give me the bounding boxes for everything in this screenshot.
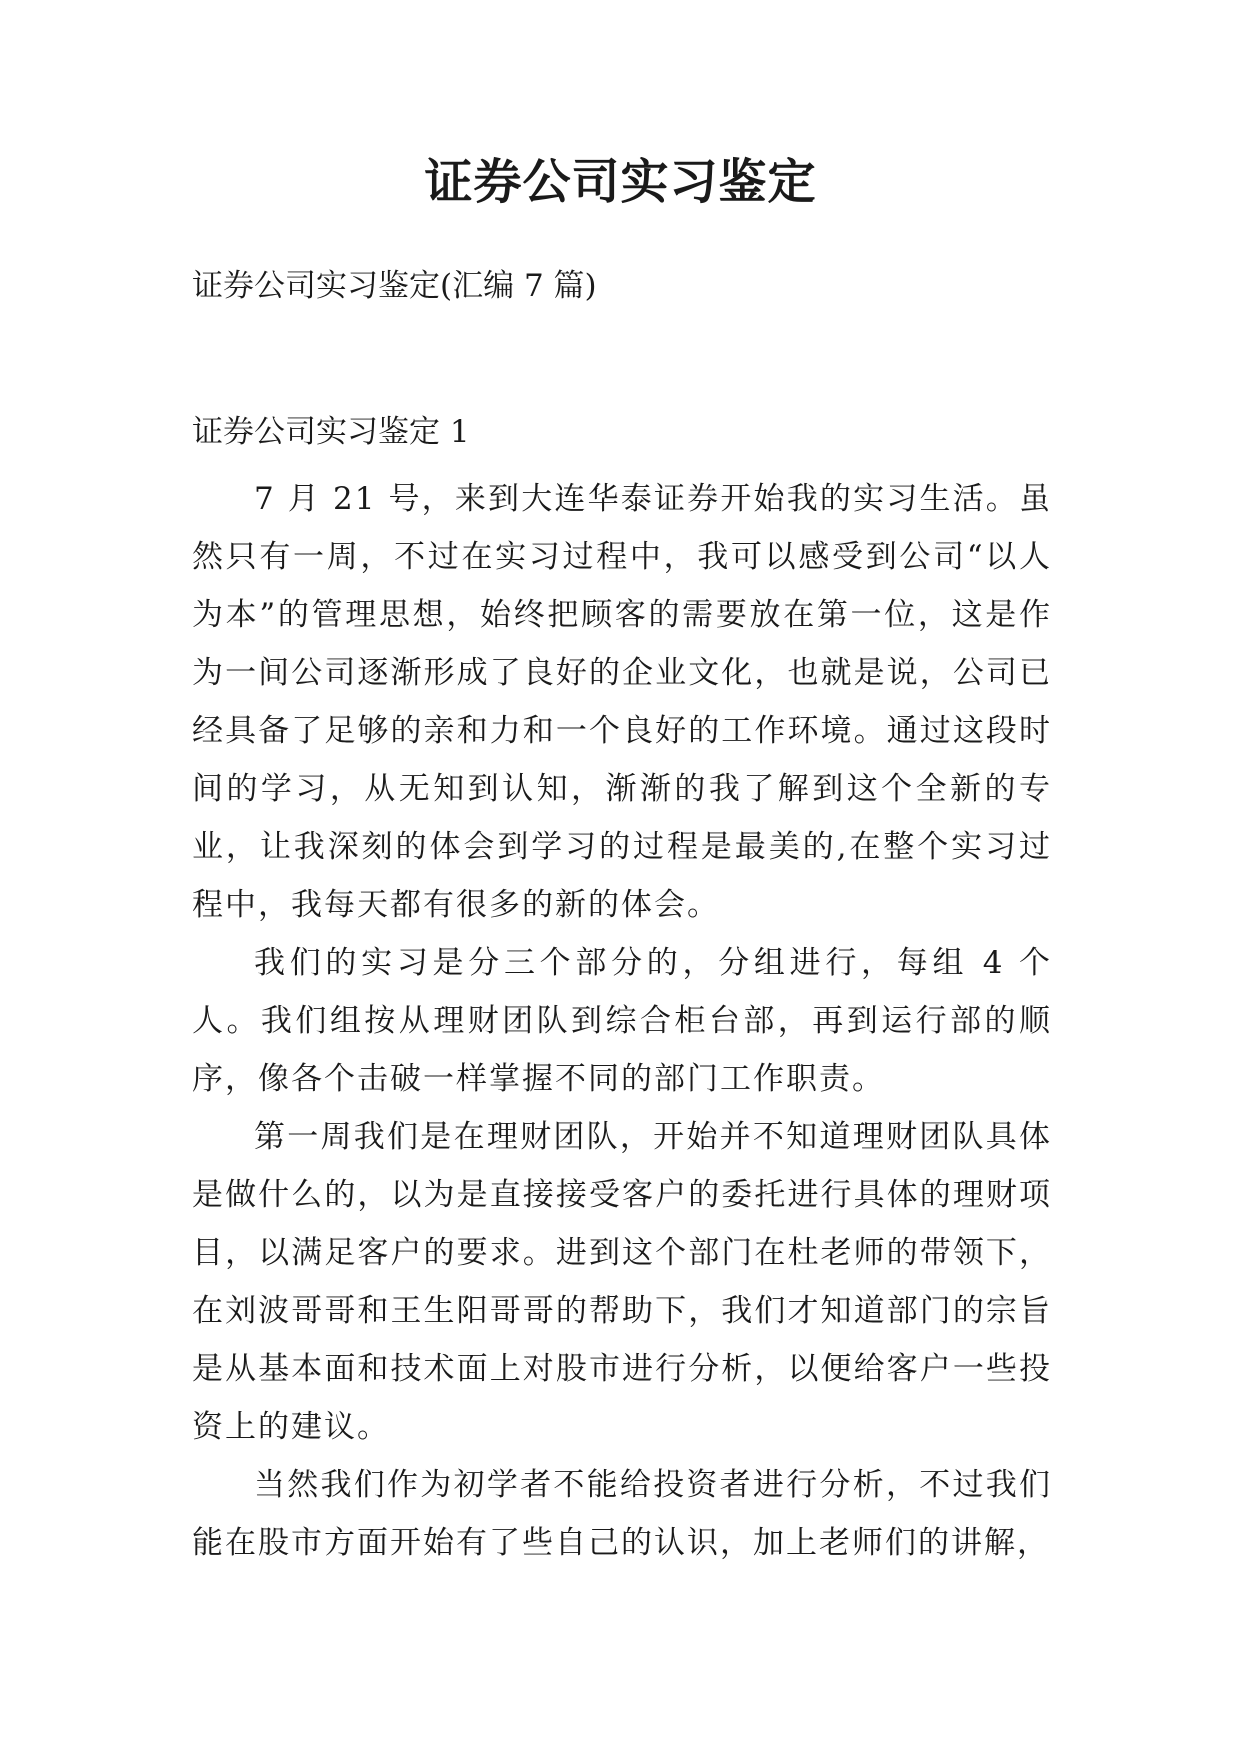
- paragraph: 我们的实习是分三个部分的，分组进行，每组 4 个人。我们组按从理财团队到综合柜台部，再到运行部的顺序，像各个击破一样掌握不同的部门工作职责。: [192, 945, 1052, 1097]
- paragraph: 当然我们作为初学者不能给投资者进行分析，不过我们能在股市方面开始有了些自己的认识，加上老师们的讲解，: [192, 1467, 1052, 1561]
- document-subtitle: 证券公司实习鉴定(汇编 7 篇): [192, 268, 597, 304]
- section-heading: 证券公司实习鉴定 1: [192, 414, 470, 450]
- document-title: 证券公司实习鉴定: [424, 154, 817, 210]
- paragraph: 7 月 21 号，来到大连华泰证券开始我的实习生活。虽然只有一周，不过在实习过程中，我可以感受到公司“以人为本”的管理思想，始终把顾客的需要放在第一位，这是作为一间公司逐渐形成了良好的企业文化，也就是说，公司已经具备了足够的亲和力和一个良好的工作环境。通过这段时间的学习，从无知到认知，渐渐的我了解到这个全新的专业，让我深刻的体会到学习的过程是最美的,在整个实习过程中，我每天都有很多的新的体会。: [192, 481, 1052, 923]
- body-text: [192, 470, 1052, 1572]
- paragraph: 第一周我们是在理财团队，开始并不知道理财团队具体是做什么的，以为是直接接受客户的委托进行具体的理财项目，以满足客户的要求。进到这个部门在杜老师的带领下，在刘波哥哥和王生阳哥哥的帮助下，我们才知道部门的宗旨是从基本面和技术面上对股市进行分析，以便给客户一些投资上的建议。: [192, 1119, 1052, 1445]
